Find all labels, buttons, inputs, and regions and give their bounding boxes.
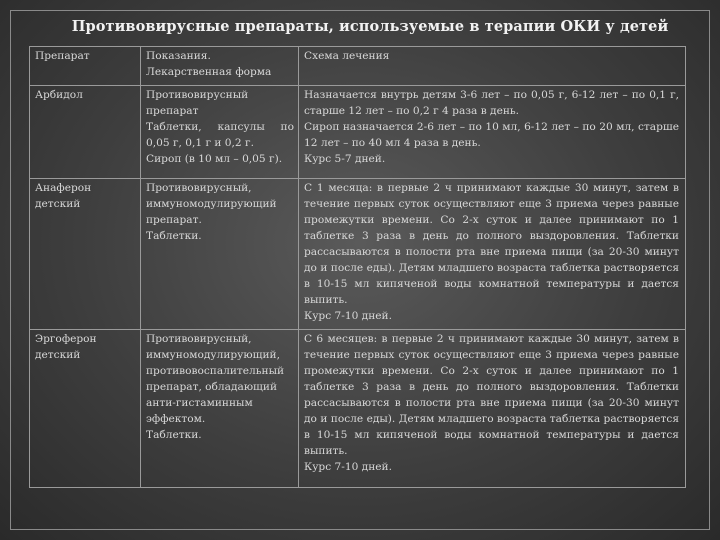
form-text: Таблетки. xyxy=(146,429,202,441)
header-indications-line1: Показания. xyxy=(146,50,211,62)
scheme-text: Назначается внутрь детям 3-6 лет – по 0,05 г, 6-12 лет – по 0,1 г, старше 12 лет – по 0,2 г 4 раза в день. xyxy=(304,89,679,117)
scheme-text-syrup: Сироп назначается 2-6 лет – по 10 мл, 6-12 лет – по 20 мл, старше 12 лет – по 40 мл 4 раза в день. xyxy=(304,121,679,149)
scheme-course: Курс 7-10 дней. xyxy=(304,310,392,322)
scheme-course: Курс 5-7 дней. xyxy=(304,153,386,165)
header-indications xyxy=(141,47,299,86)
form-text: Таблетки. xyxy=(146,230,202,242)
form-text: Таблетки, капсулы по 0,05 г, 0,1 г и 0,2 г. xyxy=(146,121,294,149)
drug-name: Арбидол xyxy=(30,86,141,179)
indication-text: Противовирусный препарат xyxy=(146,89,249,117)
form-text-syrup: Сироп (в 10 мл – 0,05 г). xyxy=(146,153,283,165)
header-indications-line2: Лекарственная форма xyxy=(146,66,272,78)
drug-indication xyxy=(141,330,299,488)
treatment-scheme xyxy=(299,86,686,179)
treatment-scheme xyxy=(299,330,686,488)
indication-text: Противовирусный, иммуномодулирующий, противовоспалительный препарат, обладающий анти-гистаминным эффектом. xyxy=(146,333,285,425)
drug-name: Эргоферон детский xyxy=(30,330,141,488)
slide-title: Противовирусные препараты, используемые в терапии ОКИ у детей xyxy=(71,18,669,35)
table-header-row xyxy=(30,47,686,86)
header-scheme: Схема лечения xyxy=(299,47,686,86)
drug-indication xyxy=(141,179,299,330)
scheme-text: С 1 месяца: в первые 2 ч принимают каждые 30 минут, затем в течение первых суток осуществляют еще 3 приема через равные промежутки времени. Со 2-х суток и далее принимают по 1 таблетке 3 раза в день до полного выздоровления. Таблетки рассасываются в полости рта вне приема пищи (за 20-30 минут до и после еды). Детям младшего возраста таблетка растворяется в 10-15 мл кипяченой воды комнатной температуры и дается выпить. xyxy=(304,182,679,306)
table-row xyxy=(30,86,686,179)
scheme-text: С 6 месяцев: в первые 2 ч принимают каждые 30 минут, затем в течение первых суток осуществляют еще 3 приема через равные промежутки времени. Со 2-х суток и далее принимают по 1 таблетке 3 раза в день до полного выздоровления. Таблетки рассасываются в полости рта вне приема пищи (за 20-30 минут до и после еды). Детям младшего возраста таблетка растворяется в 10-15 мл кипяченой воды комнатной температуры и дается выпить. xyxy=(304,333,679,457)
drug-name: Анаферон детский xyxy=(30,179,141,330)
header-drug: Препарат xyxy=(30,47,141,86)
table-row xyxy=(30,330,686,488)
treatment-scheme xyxy=(299,179,686,330)
scheme-course: Курс 7-10 дней. xyxy=(304,461,392,473)
indication-text: Противовирусный, иммуномодулирующий препарат. xyxy=(146,182,277,226)
drug-indication xyxy=(141,86,299,179)
drug-table xyxy=(29,46,686,488)
table-row xyxy=(30,179,686,330)
